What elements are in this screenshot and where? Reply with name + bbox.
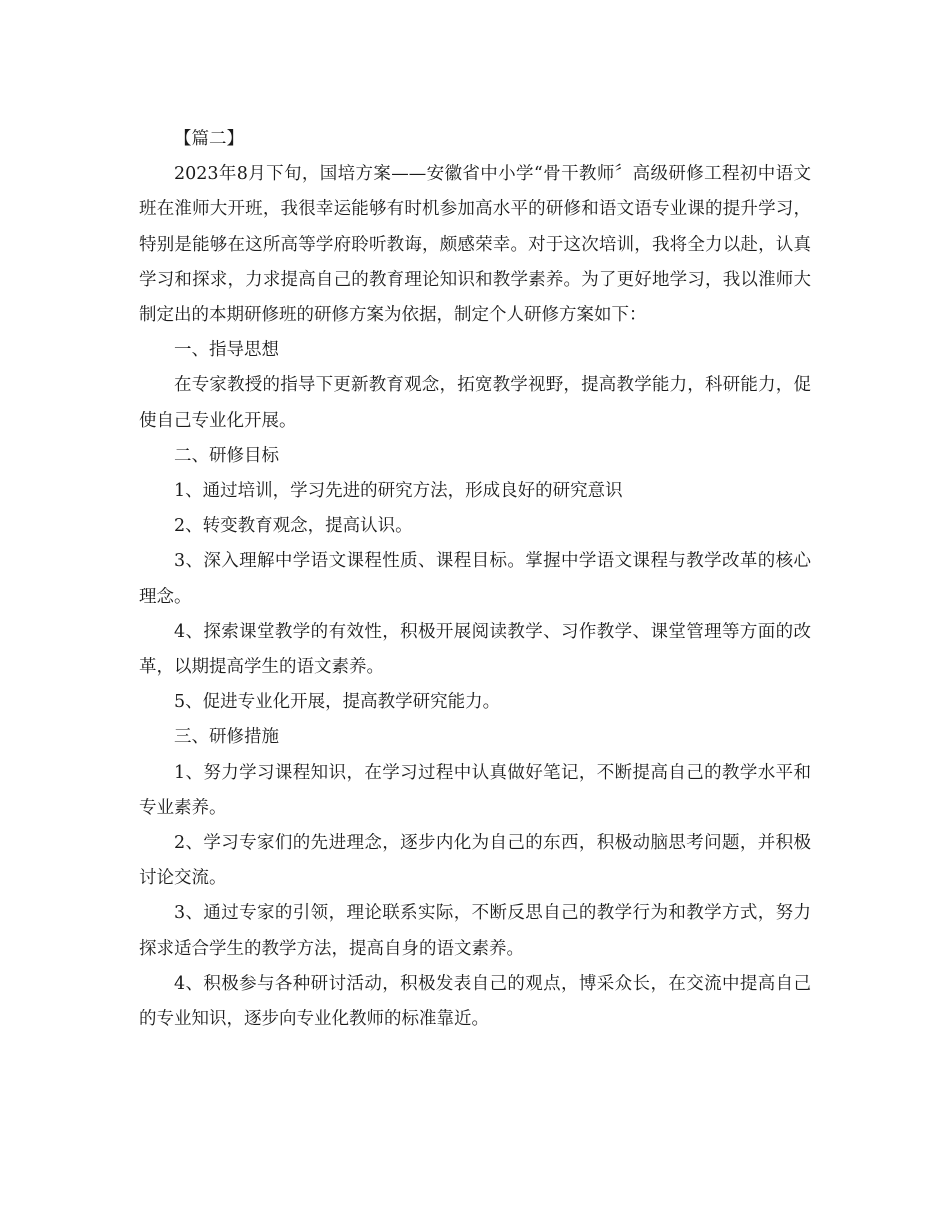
section-title-goals: 二、研修目标 [174,445,279,466]
goal-item-5: 5、促进专业化开展，提高教学研究能力。 [174,692,501,713]
measure-item-4: 4、积极参与各种研讨活动，积极发表自己的观点，博采众长，在交流中提高自己的专业知识，逐步向专业化教师的标准靠近。 [139,973,811,1030]
goal-item-1: 1、通过培训，学习先进的研究方法，形成良好的研究意识 [174,481,623,502]
goal-item-3: 3、深入理解中学语文课程性质、课程目标。掌握中学语文课程与教学改革的核心理念。 [139,551,811,607]
measure-item-1: 1、努力学习课程知识，在学习过程中认真做好笔记，不断提高自己的教学水平和专业素养。 [139,762,811,818]
intro-paragraph: 2023年8月下旬，国培方案——安徽省中小学“骨干教师〞高级研修工程初中语文班在淮师大开班，我很幸运能够有时机参加高水平的研修和语文语专业课的提升学习，特别是能够在这所高等学府聆听教诲，颇感荣幸。对于这次培训，我将全力以赴，认真学习和探求，力求提高自己的教育理论知识和教学素养。为了更好地学习，我以淮师大制定出的本期研修班的研修方案为依据，制定个人研修方案如下： [139,164,811,326]
section-title-guiding-thought: 一、指导思想 [174,340,279,361]
section-title-measures: 三、研修措施 [174,727,279,748]
section-heading: 【篇二】 [174,129,244,149]
document-page [139,122,811,1037]
guiding-thought-paragraph: 在专家教授的指导下更新教育观念，拓宽教学视野，提高教学能力，科研能力，促使自己专业化开展。 [139,375,811,431]
goal-item-2: 2、转变教育观念，提高认识。 [174,516,413,537]
measure-item-3: 3、通过专家的引领，理论联系实际，不断反思自己的教学行为和教学方式，努力探求适合学生的教学方法，提高自身的语文素养。 [139,903,811,959]
measure-item-2: 2、学习专家们的先进理念，逐步内化为自己的东西，积极动脑思考问题，并积极讨论交流。 [139,833,811,889]
goal-item-4: 4、探索课堂教学的有效性，积极开展阅读教学、习作教学、课堂管理等方面的改革，以期提高学生的语文素养。 [139,621,811,678]
